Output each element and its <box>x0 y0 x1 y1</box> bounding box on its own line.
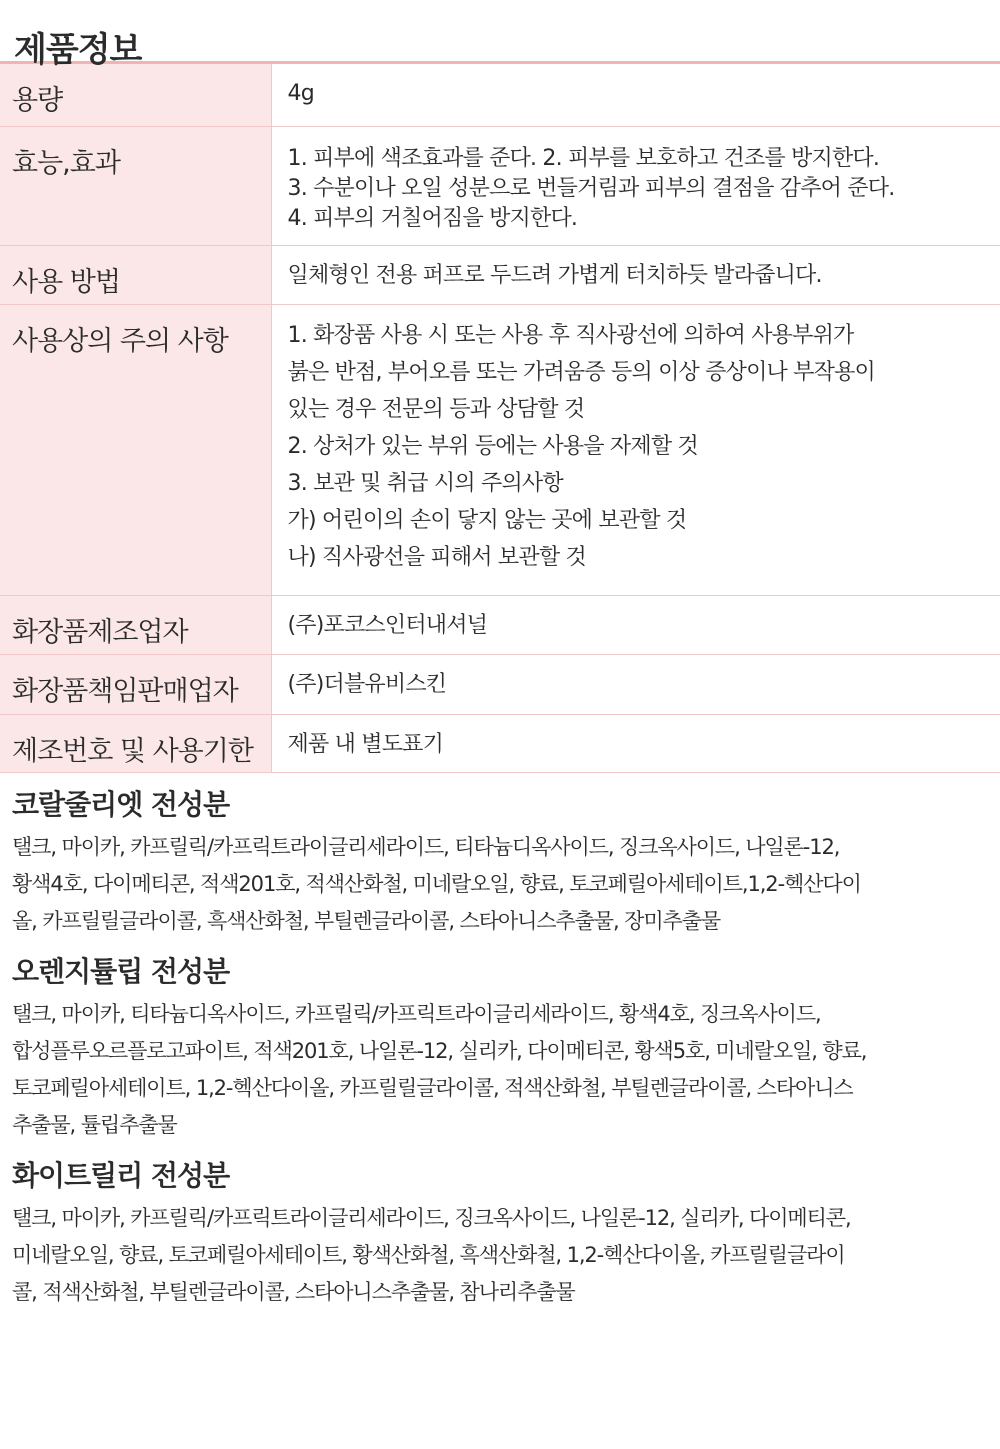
ingredient-line: 미네랄오일, 향료, 토코페릴아세테이트, 황색산화철, 흑색산화철, 1,2-헥산다이올, 카프릴릴글라이 <box>12 1242 845 1267</box>
ingredient-line: 올, 카프릴릴글라이콜, 흑색산화철, 부틸렌글라이콜, 스타아니스추출물, 장미추출물 <box>12 908 721 933</box>
info-value-lot-expiry <box>271 714 1000 772</box>
ingredient-block-orange-tulip <box>12 950 988 1144</box>
page-title: 제품정보 <box>0 0 1000 64</box>
ingredient-title: 오렌지튤립 전성분 <box>12 954 230 988</box>
info-row-distributor <box>0 654 1000 714</box>
value-line: (주)포코스인터내셔널 <box>287 612 488 638</box>
ingredient-title: 화이트릴리 전성분 <box>12 1158 230 1192</box>
ingredient-list <box>12 829 988 940</box>
value-line: 일체형인 전용 퍼프로 두드려 가볍게 터치하듯 발라줍니다. <box>287 262 822 288</box>
product-info-table <box>0 64 1000 773</box>
info-label-distributor: 화장품책임판매업자 <box>0 654 271 714</box>
info-label-manufacturer: 화장품제조업자 <box>0 595 271 654</box>
info-label-volume: 용량 <box>0 64 271 126</box>
ingredient-line: 추출물, 튤립추출물 <box>12 1112 177 1137</box>
ingredient-list <box>12 996 988 1144</box>
info-value-volume <box>271 64 1000 126</box>
info-value-cautions <box>271 304 1000 595</box>
value-line: 4g <box>287 81 314 106</box>
info-row-cautions <box>0 304 1000 595</box>
value-line: 가) 어린이의 손이 닿지 않는 곳에 보관할 것 <box>287 507 687 533</box>
value-line: 1. 화장품 사용 시 또는 사용 후 직사광선에 의하여 사용부위가 <box>287 322 854 348</box>
value-line: 붉은 반점, 부어오름 또는 가려움증 등의 이상 증상이나 부작용이 <box>287 359 875 385</box>
info-row-manufacturer <box>0 595 1000 654</box>
ingredient-line: 황색4호, 다이메티콘, 적색201호, 적색산화철, 미네랄오일, 향료, 토코페릴아세테이트,1,2-헥산다이 <box>12 871 861 896</box>
ingredient-title: 코랄줄리엣 전성분 <box>12 787 230 821</box>
ingredient-line: 탤크, 마이카, 카프릴릭/카프릭트라이글리세라이드, 징크옥사이드, 나일론-12, 실리카, 다이메티콘, <box>12 1205 851 1230</box>
ingredient-line: 토코페릴아세테이트, 1,2-헥산다이올, 카프릴릴글라이콜, 적색산화철, 부틸렌글라이콜, 스타아니스 <box>12 1075 853 1100</box>
value-line: 3. 보관 및 취급 시의 주의사항 <box>287 470 563 496</box>
ingredient-line: 합성플루오르플로고파이트, 적색201호, 나일론-12, 실리카, 다이메티콘, 황색5호, 미네랄오일, 향료, <box>12 1038 867 1063</box>
value-line: 2. 상처가 있는 부위 등에는 사용을 자제할 것 <box>287 433 698 459</box>
info-row-efficacy <box>0 126 1000 245</box>
info-row-volume <box>0 64 1000 126</box>
ingredient-line: 탤크, 마이카, 티타늄디옥사이드, 카프릴릭/카프릭트라이글리세라이드, 황색4호, 징크옥사이드, <box>12 1001 821 1026</box>
ingredient-list <box>12 1200 988 1311</box>
value-line: 3. 수분이나 오일 성분으로 번들거림과 피부의 결점을 감추어 준다. <box>287 175 895 201</box>
value-line: (주)더블유비스킨 <box>287 671 447 697</box>
info-label-lot-expiry: 제조번호 및 사용기한 <box>0 714 271 772</box>
info-row-lot-expiry <box>0 714 1000 772</box>
value-line: 1. 피부에 색조효과를 준다. 2. 피부를 보호하고 건조를 방지한다. <box>287 145 880 171</box>
info-label-efficacy: 효능,효과 <box>0 126 271 245</box>
info-value-distributor <box>271 654 1000 714</box>
info-value-manufacturer <box>271 595 1000 654</box>
value-line: 나) 직사광선을 피해서 보관할 것 <box>287 544 586 570</box>
value-line: 제품 내 별도표기 <box>287 731 444 757</box>
info-value-efficacy <box>271 126 1000 245</box>
info-label-cautions: 사용상의 주의 사항 <box>0 304 271 595</box>
ingredient-line: 탤크, 마이카, 카프릴릭/카프릭트라이글리세라이드, 티타늄디옥사이드, 징크옥사이드, 나일론-12, <box>12 834 840 859</box>
ingredient-block-white-lily <box>12 1154 988 1311</box>
info-value-usage <box>271 245 1000 304</box>
value-line: 있는 경우 전문의 등과 상담할 것 <box>287 396 585 422</box>
info-label-usage: 사용 방법 <box>0 245 271 304</box>
ingredients-section <box>0 783 1000 1311</box>
ingredient-block-coral-juliet <box>12 783 988 940</box>
info-row-usage <box>0 245 1000 304</box>
value-line: 4. 피부의 거칠어짐을 방지한다. <box>287 205 578 231</box>
ingredient-line: 콜, 적색산화철, 부틸렌글라이콜, 스타아니스추출물, 참나리추출물 <box>12 1279 575 1304</box>
